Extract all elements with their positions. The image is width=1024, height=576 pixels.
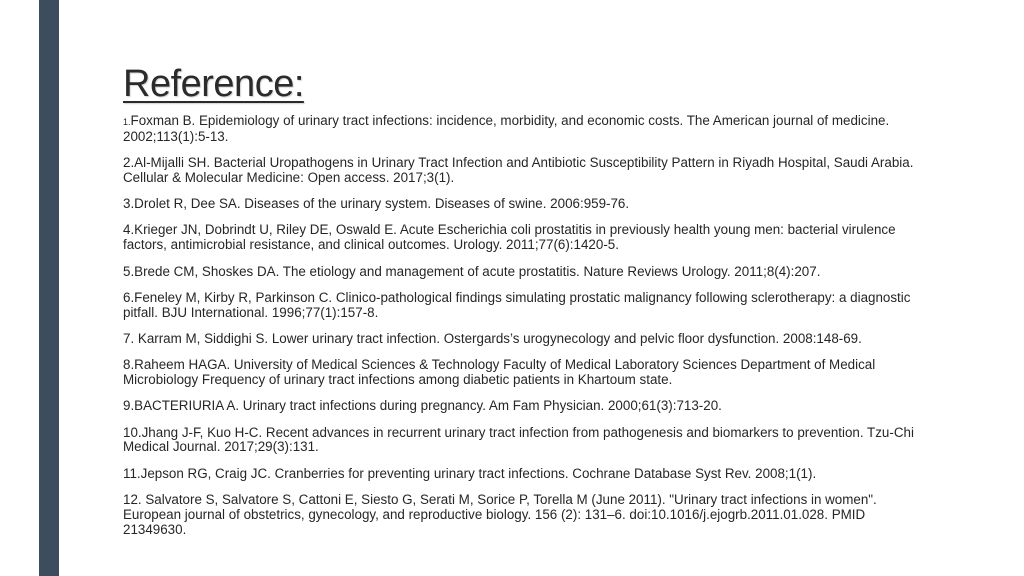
reference-text: 2.Al-Mijalli SH. Bacterial Uropathogens in Urinary Tract Infection and Antibiotic Susceptibility Pattern in Riyadh Hospital, Saudi Arabia. Cellular & Molecular Medicine: Open access. 2017;3(1).: [123, 155, 914, 185]
reference-text: 7. Karram M, Siddighi S. Lower urinary tract infection. Ostergards’s urogynecology and pelvic floor dysfunction. 2008:148-69.: [123, 330, 862, 346]
reference-text: 3.Drolet R, Dee SA. Diseases of the urinary system. Diseases of swine. 2006:959-76.: [123, 196, 630, 212]
side-accent-bar: [39, 0, 59, 576]
reference-item-1: [123, 114, 923, 145]
reference-item-5: [123, 265, 923, 280]
reference-text: Foxman B. Epidemiology of urinary tract infections: incidence, morbidity, and economic costs. The American journal of medicine. 2002;113(1):5-13.: [123, 113, 890, 144]
reference-list: [123, 114, 923, 549]
reference-item-4: [123, 223, 923, 253]
reference-item-11: [123, 467, 923, 482]
reference-item-7: [123, 332, 923, 347]
reference-text: 10.Jhang J-F, Kuo H-C. Recent advances in recurrent urinary tract infection from pathogenesis and biomarkers to prevention. Tzu-Chi Medical Journal. 2017;29(3):131.: [123, 424, 914, 455]
reference-item-6: [123, 291, 923, 321]
slide-title: Reference:: [123, 63, 304, 105]
reference-item-9: [123, 399, 923, 414]
reference-item-8: [123, 358, 923, 388]
reference-item-3: [123, 197, 923, 212]
reference-item-12: [123, 493, 923, 537]
reference-text: 12. Salvatore S, Salvatore S, Cattoni E, Siesto G, Serati M, Sorice P, Torella M (June 2011). "Urinary tract infections in women". European journal of obstetrics, gynecology, and reproductive biology. 156 (2): 131–6. doi:10.1016/j.ejogrb.2011.01.028. PMID 21349630.: [123, 492, 877, 537]
reference-text: 9.BACTERIURIA A. Urinary tract infections during pregnancy. Am Fam Physician. 2000;61(3):713-20.: [123, 398, 722, 414]
reference-text: 5.Brede CM, Shoskes DA. The etiology and management of acute prostatitis. Nature Reviews Urology. 2011;8(4):207.: [123, 263, 821, 279]
reference-item-2: [123, 156, 923, 186]
reference-item-10: [123, 426, 923, 456]
reference-text: 6.Feneley M, Kirby R, Parkinson C. Clinico-pathological findings simulating prostatic malignancy following sclerotherapy: a diagnostic pitfall. BJU International. 1996;77(1):157-8.: [123, 289, 911, 320]
reference-number: 1.: [123, 117, 131, 127]
reference-text: 11.Jepson RG, Craig JC. Cranberries for preventing urinary tract infections. Cochrane Database Syst Rev. 2008;1(1).: [123, 465, 817, 481]
reference-text: 4.Krieger JN, Dobrindt U, Riley DE, Oswald E. Acute Escherichia coli prostatitis in previously health young men: bacterial virulence factors, antimicrobial resistance, and clinical outcomes. Urology. 2011;77(6):1420-5.: [123, 222, 896, 253]
reference-text: 8.Raheem HAGA. University of Medical Sciences & Technology Faculty of Medical Laboratory Sciences Department of Medical Microbiology Frequency of urinary tract infections among diabetic patients in Khartoum state.: [123, 357, 876, 388]
